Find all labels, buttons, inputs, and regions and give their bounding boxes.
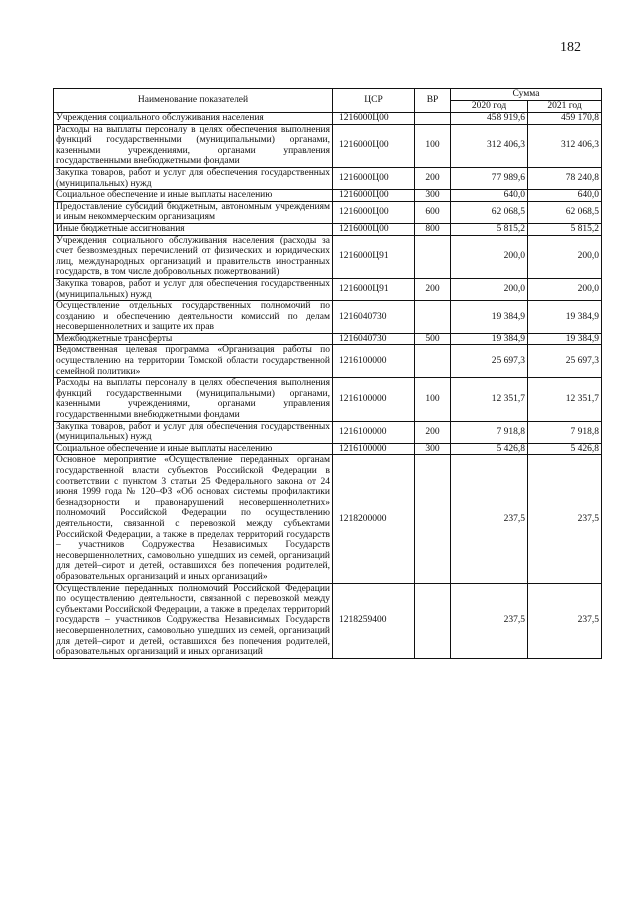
table-header-row: [54, 89, 602, 101]
row-sum-2020: 25 697,3: [451, 345, 528, 378]
row-vr: 200: [415, 278, 451, 300]
row-sum-2021: 200,0: [528, 278, 602, 300]
header-sum: Сумма: [451, 89, 602, 101]
table-row: [54, 223, 602, 235]
row-csr: 1218200000: [333, 455, 415, 583]
row-name: Закупка товаров, работ и услуг для обеспечения государственных (муниципальных) нужд: [54, 421, 333, 443]
row-csr: 1216100000: [333, 443, 415, 455]
budget-table: [53, 88, 602, 659]
row-vr: 300: [415, 190, 451, 202]
header-year-2021: 2021 год: [528, 101, 602, 113]
row-sum-2020: 5 815,2: [451, 223, 528, 235]
row-sum-2021: 25 697,3: [528, 345, 602, 378]
row-sum-2021: 12 351,7: [528, 378, 602, 421]
row-sum-2020: 312 406,3: [451, 124, 528, 167]
row-csr: 1216040730: [333, 333, 415, 345]
table-row: [54, 455, 602, 583]
row-sum-2021: 237,5: [528, 455, 602, 583]
row-sum-2021: 62 068,5: [528, 201, 602, 223]
table-row: [54, 421, 602, 443]
row-sum-2020: 237,5: [451, 455, 528, 583]
row-csr: 1216000Ц00: [333, 113, 415, 125]
header-name: Наименование показателей: [54, 89, 333, 113]
table-row: [54, 301, 602, 334]
row-name: Предоставление субсидий бюджетным, автономным учреждениям и иным некоммерческим организациям: [54, 201, 333, 223]
row-name: Основное мероприятие «Осуществление переданных органам государственной власти субъектов Российской Федерации в соответствии с пунктом 3 статьи 25 Федерального закона от 24 июня 1999 года № 120–ФЗ «Об основах системы профилактики безнадзорности и правонарушений несовершеннолетних» полномочий Российской Федерации по осуществлению деятельности, связанной с перевозкой между субъектами Российской Федерации, а также в пределах территорий государств – участников Содружества Независимых Государств несовершеннолетних, самовольно ушедших из семей, организаций для детей–сирот и детей, оставшихся без попечения родителей, образовательных организаций и иных организаций»: [54, 455, 333, 583]
row-vr: 200: [415, 167, 451, 189]
row-name: Социальное обеспечение и иные выплаты населению: [54, 443, 333, 455]
row-csr: 1216000Ц00: [333, 190, 415, 202]
row-name: Иные бюджетные ассигнования: [54, 223, 333, 235]
row-sum-2021: 78 240,8: [528, 167, 602, 189]
row-vr: [415, 235, 451, 278]
row-csr: 1216100000: [333, 345, 415, 378]
row-name: Расходы на выплаты персоналу в целях обеспечения выполнения функций государственными (муниципальными) органами, казенными учреждениями, органами управления государственными внебюджетными фондами: [54, 378, 333, 421]
row-sum-2020: 19 384,9: [451, 301, 528, 334]
row-sum-2020: 19 384,9: [451, 333, 528, 345]
row-csr: 1216040730: [333, 301, 415, 334]
row-sum-2020: 458 919,6: [451, 113, 528, 125]
row-csr: 1216000Ц00: [333, 124, 415, 167]
row-name: Осуществление отдельных государственных полномочий по созданию и обеспечению деятельности комиссий по делам несовершеннолетних и защите их прав: [54, 301, 333, 334]
row-sum-2021: 200,0: [528, 235, 602, 278]
row-vr: 800: [415, 223, 451, 235]
row-csr: 1216000Ц00: [333, 223, 415, 235]
table-row: [54, 278, 602, 300]
header-year-2020: 2020 год: [451, 101, 528, 113]
row-vr: [415, 113, 451, 125]
row-csr: 1218259400: [333, 583, 415, 658]
row-sum-2021: 5 815,2: [528, 223, 602, 235]
table-row: [54, 583, 602, 658]
table-row: [54, 167, 602, 189]
row-name: Межбюджетные трансферты: [54, 333, 333, 345]
table-row: [54, 201, 602, 223]
row-sum-2020: 7 918,8: [451, 421, 528, 443]
row-csr: 1216100000: [333, 421, 415, 443]
row-csr: 1216000Ц00: [333, 167, 415, 189]
page-number: 182: [560, 40, 581, 55]
row-vr: 500: [415, 333, 451, 345]
row-sum-2020: 237,5: [451, 583, 528, 658]
header-vr: ВР: [415, 89, 451, 113]
table-body: [54, 113, 602, 659]
table-row: [54, 378, 602, 421]
row-name: Закупка товаров, работ и услуг для обеспечения государственных (муниципальных) нужд: [54, 167, 333, 189]
row-csr: 1216000Ц00: [333, 201, 415, 223]
row-name: Социальное обеспечение и иные выплаты населению: [54, 190, 333, 202]
row-vr: 200: [415, 421, 451, 443]
row-sum-2020: 62 068,5: [451, 201, 528, 223]
row-vr: 600: [415, 201, 451, 223]
row-sum-2020: 77 989,6: [451, 167, 528, 189]
row-csr: 1216000Ц91: [333, 235, 415, 278]
row-csr: 1216000Ц91: [333, 278, 415, 300]
row-name: Закупка товаров, работ и услуг для обеспечения государственных (муниципальных) нужд: [54, 278, 333, 300]
row-sum-2020: 200,0: [451, 235, 528, 278]
row-sum-2021: 19 384,9: [528, 301, 602, 334]
table-row: [54, 333, 602, 345]
row-csr: 1216100000: [333, 378, 415, 421]
row-sum-2021: 237,5: [528, 583, 602, 658]
header-csr: ЦСР: [333, 89, 415, 113]
row-name: Учреждения социального обслуживания населения (расходы за счет безвозмездных перечислений от физических и юридических лиц, международных организаций и правительств иностранных государств, в том числе добровольных пожертвований): [54, 235, 333, 278]
row-vr: [415, 345, 451, 378]
row-sum-2020: 640,0: [451, 190, 528, 202]
row-name: Ведомственная целевая программа «Организация работы по осуществлению на территории Томской области государственной семейной политики»: [54, 345, 333, 378]
row-sum-2021: 640,0: [528, 190, 602, 202]
row-sum-2020: 12 351,7: [451, 378, 528, 421]
row-vr: [415, 583, 451, 658]
row-vr: 300: [415, 443, 451, 455]
row-vr: [415, 301, 451, 334]
row-vr: [415, 455, 451, 583]
row-sum-2021: 312 406,3: [528, 124, 602, 167]
row-vr: 100: [415, 124, 451, 167]
table-row: [54, 345, 602, 378]
row-sum-2021: 459 170,8: [528, 113, 602, 125]
row-sum-2021: 19 384,9: [528, 333, 602, 345]
table-row: [54, 124, 602, 167]
row-name: Расходы на выплаты персоналу в целях обеспечения выполнения функций государственными (муниципальными) органами, казенными учреждениями, органами управления государственными внебюджетными фондами: [54, 124, 333, 167]
row-sum-2020: 200,0: [451, 278, 528, 300]
table-row: [54, 235, 602, 278]
row-name: Осуществление переданных полномочий Российской Федерации по осуществлению деятельности, связанной с перевозкой между субъектами Российской Федерации, а также в пределах территорий государств – участников Содружества Независимых Государств несовершеннолетних, самовольно ушедших из семей, организаций для детей–сирот и детей, оставшихся без попечения родителей, образовательных организаций и иных организаций: [54, 583, 333, 658]
row-sum-2021: 5 426,8: [528, 443, 602, 455]
row-sum-2021: 7 918,8: [528, 421, 602, 443]
row-sum-2020: 5 426,8: [451, 443, 528, 455]
table-row: [54, 190, 602, 202]
row-name: Учреждения социального обслуживания населения: [54, 113, 333, 125]
row-vr: 100: [415, 378, 451, 421]
table-row: [54, 113, 602, 125]
table-row: [54, 443, 602, 455]
